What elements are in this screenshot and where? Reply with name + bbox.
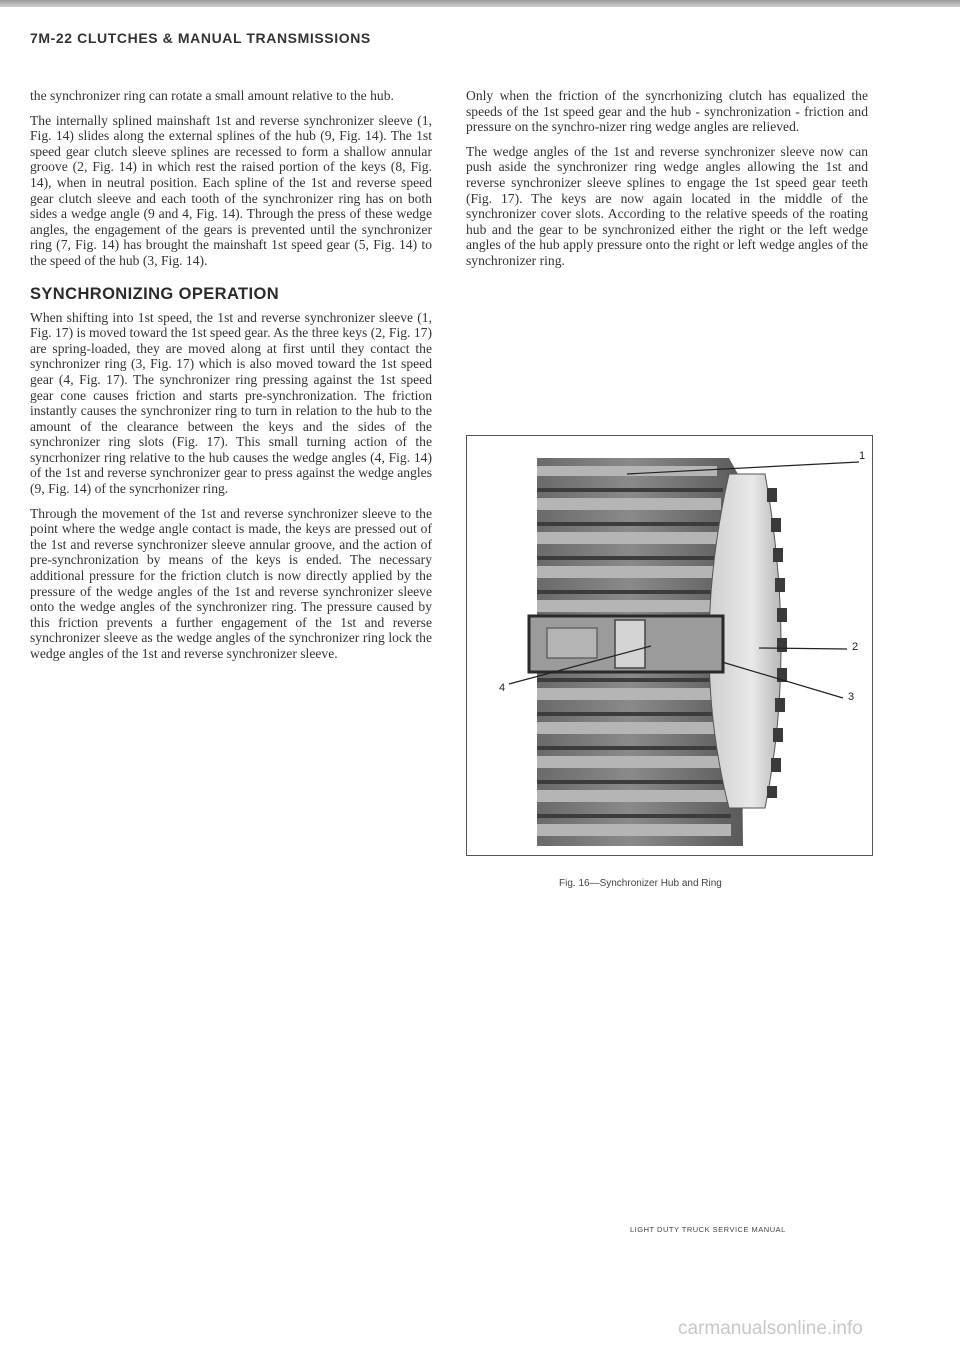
paragraph: The internally splined mainshaft 1st and reverse synchronizer sleeve (1, Fig. 14) slides along the external splines of the hub (9, Fig. 14). The 1st speed gear clutch sleeve splines are recessed to form a shallow annular groove (2, Fig. 14) in which rest the raised portion of the keys (8, Fig. 14), when in neutral position. Each spline of the 1st and reverse speed gear clutch sleeve and each tooth of the synchronizer ring has on both sides a wedge angle (9 and 4, Fig. 14). Through the press of these wedge angles, the engagement of the gears is prevented until the synchronizer ring (7, Fig. 14) has brought the mainshaft 1st speed gear (5, Fig. 14) to the speed of the hub (3, Fig. 14). <box>30 112 432 268</box>
callout-label: 1 <box>859 450 866 462</box>
left-column <box>30 88 432 671</box>
paragraph: When shifting into 1st speed, the 1st and reverse synchronizer sleeve (1, Fig. 17) is moved toward the 1st speed gear. As the three keys (2, Fig. 17) are spring-loaded, they are moved along at first until they contact the synchronizer ring (3, Fig. 17) which is also moved toward the 1st speed gear (4, Fig. 17). The synchronizer ring pressing against the 1st speed gear cone causes friction and starts pre-synchronization. The friction instantly causes the synchronizer ring to turn in relation to the hub to the amount of the clearance between the keys and the sides of the synchronizer ring slots (Fig. 17). This small turning action of the syncrhonizer ring relative to the hub causes the wedge angles (4, Fig. 14) of the 1st and reverse synchronizer gear to press against the wedge angles (9, Fig. 14) of the syncrhonizer ring. <box>30 309 432 497</box>
page-header: 7M-22 CLUTCHES & MANUAL TRANSMISSIONS <box>30 30 371 46</box>
callout-label: 3 <box>848 691 855 703</box>
figure-caption: Fig. 16—Synchronizer Hub and Ring <box>559 878 722 889</box>
paragraph: Only when the friction of the syncrhonizing clutch has equalized the speeds of the 1st speed gear and the hub - synchronization - friction and pressure on the synchro-nizer ring wedge angles are relieved. <box>466 88 868 135</box>
synchronizer-hub-illustration <box>467 436 871 854</box>
paragraph: The wedge angles of the 1st and reverse synchronizer sleeve now can push aside the synchronizer ring wedge angles allowing the 1st and reverse synchronizer sleeve splines to engage the 1st speed gear teeth (Fig. 17). The keys are now again located in the middle of the synchronizer cover slots. According to the relative speeds of the roating hub and the gear to be synchronized either the right or the left wedge angles of the hub apply pressure onto the right or left wedge angles of the synchronizer ring. <box>466 143 868 268</box>
callout-label: 4 <box>499 682 506 694</box>
callout-label: 2 <box>852 641 859 653</box>
section-heading: SYNCHRONIZING OPERATION <box>30 284 280 303</box>
paragraph: Through the movement of the 1st and reverse synchronizer sleeve to the point where the wedge angle contact is made, the keys are pressed out of the 1st and reverse synchronizer sleeve annular groove, and the action of pre-synchronization by means of the keys is ended. The necessary additional pressure for the friction clutch is now directly applied by the pressure of the wedge angles of the 1st and reverse synchronizer sleeve onto the wedge angles of the synchronizer ring. The pressure caused by this friction prevents a further engagement of the 1st and reverse synchronizer sleeve as the wedge angles of the synchronizer ring lock the wedge angles of the 1st and reverse synchronizer sleeve. <box>30 505 432 661</box>
figure-16-frame <box>466 435 873 856</box>
watermark: carmanualsonline.info <box>678 1318 863 1339</box>
paragraph: the synchronizer ring can rotate a small amount relative to the hub. <box>30 88 394 103</box>
right-column <box>466 88 868 278</box>
top-border <box>0 0 960 7</box>
page-footer: LIGHT DUTY TRUCK SERVICE MANUAL <box>630 1225 786 1234</box>
